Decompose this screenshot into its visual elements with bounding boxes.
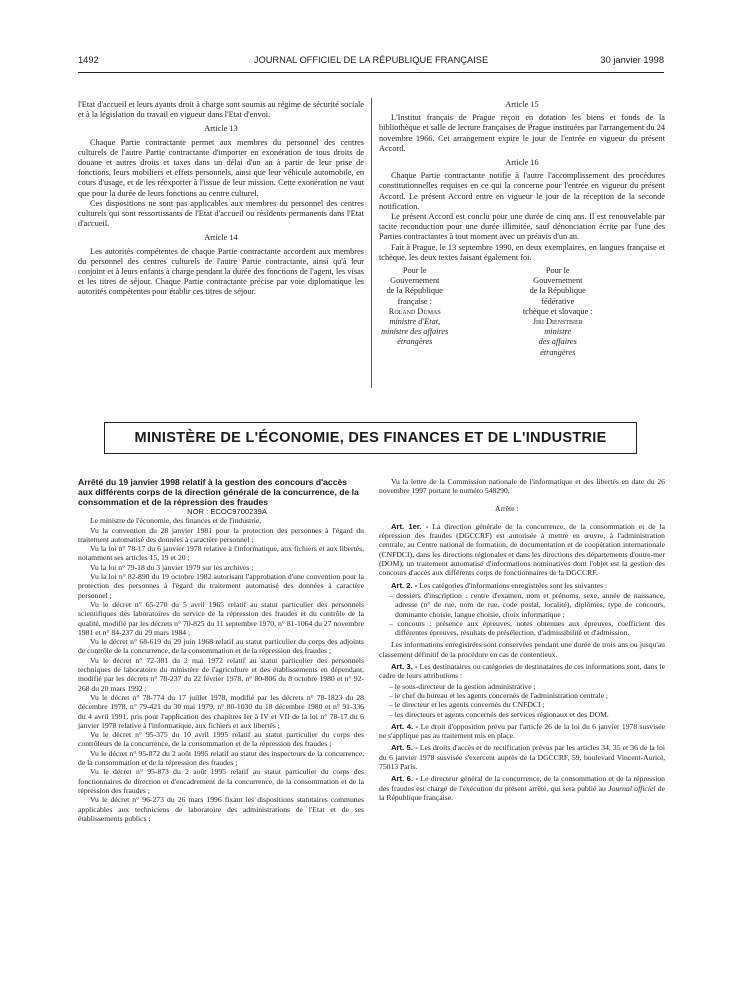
article-1 — [379, 522, 665, 578]
list-item: – le directeur et les agents concernés du CNFDCI ; — [389, 700, 545, 710]
visas-list — [78, 516, 364, 823]
article-2 — [379, 581, 665, 590]
article-text: Les catégories d'informations enregistrées sont les suivantes : — [419, 580, 608, 590]
article-label: Art. 6. - — [391, 774, 419, 784]
article-text: de la République française. — [379, 783, 665, 802]
paragraph: Les informations enregistrées sont conservées pendant une durée de trois ans ou jusqu'au classement définitif de la procédure en cas de contentieux. — [379, 640, 665, 659]
visa-paragraph: Vu le décret n° 65-270 du 5 avril 1965 relatif au statut particulier des personnels scientifiques des laboratoires du service de la répression des fraudes et du contrôle de la qualité, modifié par les décrets n° 70-825 du 11 septembre 1970, n° 81-1064 du 27 novembre 1981 et n° 84-237 du 29 mars 1984 ; — [78, 599, 364, 637]
signature-czechoslovakia — [522, 266, 665, 358]
paragraph: l'Etat d'accueil et leurs ayants droit à charge sont soumis au régime de sécurité sociale et à la législation du travail en vigueur dans l'Etat d'envoi. — [78, 100, 364, 120]
visa-paragraph: Vu le décret n° 78-774 du 17 juillet 1978, modifié par les décrets n° 78-1823 du 28 décembre 1978, n° 79-421 du 30 mai 1979, n° 80-1030 du 18 décembre 1980 et n° 91-336 du 4 avril 1991, pris pour l'application des chapitres Ier à IV et VII de la loi n° 78-17 du 6 janvier 1978 relative à l'informatique, aux fichiers et aux libertés ; — [78, 692, 364, 730]
list-item: – concours : présence aux épreuves, notes obtenues aux épreuves, coefficient des différentes épreuves, résultats de présélection, d'admissibilité et d'admission. — [389, 618, 665, 638]
article-text: Les destinataires ou catégories de destinataires de ces informations sont, dans le cadre de leurs attributions : — [379, 662, 665, 681]
paragraph: Chaque Partie contractante notifie à l'autre l'accomplissement des procédures constitutionnelles requises en ce qui la concerne pour l'entrée en vigueur du présent Accord. Le présent Accord entre en vigueur le jour de la réception de la seconde notification. — [379, 171, 665, 211]
visa-paragraph: Vu le décret n° 72-381 du 2 mai 1972 relatif au statut particulier des personnels techniques de laboratoire du ministère de l'agriculture et des établissements en dépendant, modifié par les décrets n° 78-237 du 22 février 1978, n° 80-806 du 8 octobre 1980 et n° 92-268 du 20 mars 1992 ; — [78, 655, 364, 693]
column-divider — [371, 98, 372, 388]
article-label: Art. 4. - — [391, 721, 419, 731]
visa-paragraph: Vu le décret n° 95-872 du 2 août 1995 relatif au statut des inspecteurs de la concurrence, de la consommation et de la répression des fraudes ; — [78, 748, 364, 768]
paragraph: Vu la lettre de la Commission nationale de l'informatique et des libertés en date du 26 novembre 1997 portant le numéro 548290, — [379, 477, 665, 496]
arrete-heading: Arrête : — [495, 503, 519, 513]
bottom-left-column — [78, 477, 364, 823]
visa-paragraph: Vu la loi n° 79-18 du 3 janvier 1979 sur les archives ; — [90, 562, 254, 572]
top-right-column — [379, 100, 665, 358]
visa-paragraph: Vu la loi n° 82-890 du 19 octobre 1982 autorisant l'approbation d'une convention pour la protection des personnes à l'égard du traitement automatisé des données à caractère personnel ; — [78, 572, 364, 600]
paragraph: Fait à Prague, le 13 septembre 1990, en deux exemplaires, en langues française et tchèque, les deux textes faisant également foi. — [379, 242, 665, 262]
list-item: – dossiers d'inscription : centre d'examen, nom et prénoms, sexe, année de naissance, adresse (n° de rue, nom de rue, code postal, localité), diplômes, type de concours, dominante choisie, langue choisie, choix informatique ; — [389, 590, 665, 619]
visa-paragraph: Le ministre de l'économie, des finances et de l'industrie, — [90, 516, 262, 526]
signatory-title: des affaires étrangères — [538, 337, 577, 357]
ministry-banner: MINISTÈRE DE L'ÉCONOMIE, DES FINANCES ET DE L'INDUSTRIE — [104, 422, 637, 454]
article-3-list — [389, 682, 665, 719]
article-3 — [379, 662, 665, 681]
article-text: La direction générale de la concurrence, de la consommation et de la répression des fraudes (DGCCRF) est autorisée à mettre en œuvre, à l'administration centrale, au Centre national de formation, de documentation et de coopération internationale (CNFDCI), dans les directions régionales et dans les directions des départements d'outre-mer (DOM), un traitement automatisé d'informations nominatives dont l'objet est la gestion des concours d'accès aux différents corps de fonctionnaires de la DGCCRF. — [379, 521, 665, 578]
visa-paragraph: Vu le décret n° 95-873 du 2 août 1995 relatif au statut particulier du corps des fonctionnaires de direction et d'encadrement de la concurrence, de la consommation et de la répression des fraudes ; — [78, 767, 364, 795]
signatory-title: ministre d'Etat, — [389, 317, 441, 327]
journal-title: JOURNAL OFFICIEL DE LA RÉPUBLIQUE FRANÇAISE — [253, 55, 489, 65]
signature-line: Pour le Gouvernement — [533, 266, 583, 286]
list-item: – le chef du bureau et les agents concernés de l'administration centrale ; — [389, 690, 609, 700]
list-item: – les directeurs et agents concernés des services régionaux et des DOM. — [389, 709, 609, 719]
signatory-name: Roland Dumas — [388, 306, 441, 316]
article-6 — [379, 774, 665, 802]
signatory-name: Jiri Dienstbier — [532, 317, 583, 327]
visa-paragraph: Vu le décret n° 68-619 du 29 juin 1968 relatif au statut particulier du corps des adjoints de contrôle de la concurrence, de la consommation et de la répression des fraudes ; — [78, 637, 364, 656]
paragraph: Chaque Partie contractante permet aux membres du personnel des centres culturels de l'autre Partie contractante d'importer en exonération de tous droits de douane et autres droits et taxes dans un délai d'un an à partir de leur prise de fonctions, leurs mobiliers et effets personnels, ainsi que leur véhicule automobile, en cours d'usage, et de les réexporter à l'issue de leur mission. Cette exonération ne vaut que pour la durée de leurs fonctions au centre culturel. — [78, 137, 364, 198]
visa-paragraph: Vu le décret n° 95-375 du 10 avril 1995 relatif au statut particulier du corps des contrôleurs de la concurrence, de la consommation et de la répression des fraudes ; — [78, 730, 364, 749]
article-label: Art. 2. - — [391, 580, 418, 590]
article-heading: Article 16 — [505, 158, 539, 168]
article-text: Le directeur général de la concurrence, de la consommation et de la répression des fraudes est chargé de l'exécution du présent arrêté, qui sera publié au — [379, 774, 666, 793]
top-left-column — [78, 100, 364, 298]
visa-paragraph: Vu la loi n° 78-17 du 6 janvier 1978 relative à l'informatique, aux fichiers et aux libertés, notamment ses articles 15, 19 et 20 ; — [78, 544, 364, 563]
article-label: Art. 1er. - — [391, 521, 429, 531]
signatures — [379, 266, 665, 358]
article-text: Les droits d'accès et de rectification prévus par les articles 34, 35 et 36 de la loi du 6 janvier 1978 susvisée s'exercent auprès de la DGCCRF, 59, boulevard Vincent-Auriol, 75013 Paris. — [379, 743, 665, 772]
visa-paragraph: Vu le décret n° 96-273 du 26 mars 1996 fixant les dispositions statutaires communes applicables aux techniciens de laboratoire des administrations de l'Etat et de ses établissements publics ; — [78, 795, 364, 823]
article-heading: Article 13 — [204, 124, 238, 134]
article-label: Art. 3. - — [391, 662, 418, 672]
visa-paragraph: Vu la convention du 28 janvier 1981 pour la protection des personnes à l'égard du traitement automatisé des données à caractère personnel ; — [78, 525, 364, 544]
article-text: Le droit d'opposition prévu par l'article 26 de la loi du 6 janvier 1978 susvisée ne s'applique pas au traitement mis en place. — [379, 721, 665, 741]
paragraph: Les autorités compétentes de chaque Partie contractante accordent aux membres du personnel des centres culturels de l'autre Partie contractante, ainsi qu'à leur conjoint et à leurs enfants à charge pendant la durée des fonctions de l'agent, les visas et les titres de séjour. Chaque Partie contractante précise par voie diplomatique les autorités compétentes pour établir ces titres de séjour. — [78, 246, 364, 297]
signatory-title: ministre — [544, 327, 572, 337]
page-number: 1492 — [78, 55, 99, 65]
list-item: – le sous-directeur de la gestion administrative ; — [389, 681, 536, 691]
bottom-right-column — [379, 477, 665, 802]
signature-line: Pour le Gouvernement — [390, 266, 440, 286]
signature-line: de la République fédérative — [529, 286, 586, 306]
article-label: Art. 5. - — [391, 743, 418, 753]
decree-title: Arrêté du 19 janvier 1998 relatif à la gestion des concours d'accès aux différents corps de la direction générale de la concurrence, de la consommation et de la répression des fraudes — [78, 477, 359, 507]
article-2-list — [389, 591, 665, 637]
signature-line: tchèque et slovaque : — [522, 306, 593, 316]
issue-date: 30 janvier 1998 — [600, 55, 664, 65]
journal-name: Journal officiel — [608, 783, 656, 793]
paragraph: Ces dispositions ne sont pas applicables aux membres du personnel des centres culturels qui sont ressortissants de l'Etat d'accueil ou résidents permanents dans l'Etat d'accueil. — [78, 198, 364, 229]
signature-line: de la République française : — [386, 286, 443, 306]
paragraph: Le présent Accord est conclu pour une durée de cinq ans. Il est renouvelable par tacite reconduction pour une durée illimitée, sauf dénonciation écrite par l'une des Parties contractantes à tout moment avec un préavis d'un an. — [379, 212, 665, 242]
article-heading: Article 14 — [204, 233, 238, 243]
paragraph: L'Institut français de Prague reçoit en dotation les biens et fonds de la bibliothèque et salle de lecture françaises de Prague instituées par l'arrangement du 24 novembre 1966. Cet arrangement expire le jour de l'entrée en vigueur du présent Accord. — [379, 113, 665, 153]
article-5 — [379, 743, 665, 771]
nor-reference: NOR : ECOC9700239A — [187, 507, 267, 516]
page-header — [78, 55, 664, 69]
signatory-title: ministre des affaires étrangères — [381, 327, 449, 347]
header-rule — [78, 72, 664, 73]
signature-france — [379, 266, 522, 358]
article-4 — [379, 722, 665, 741]
article-heading: Article 15 — [505, 100, 539, 109]
